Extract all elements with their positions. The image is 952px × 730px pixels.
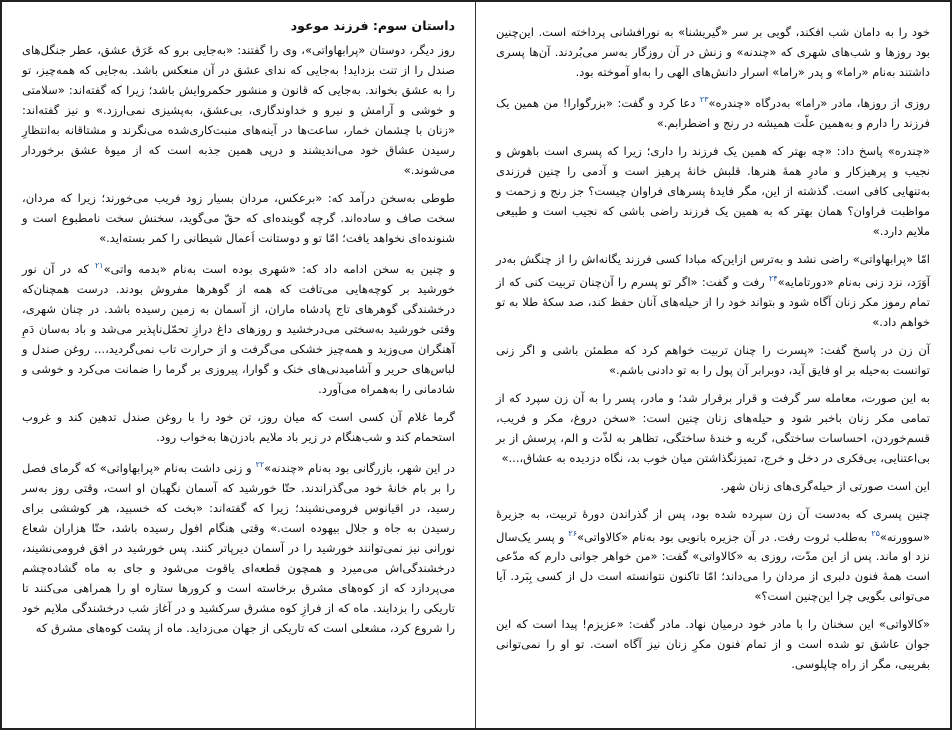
footnote-ref[interactable]: ۲۳ [699,95,709,104]
footnote-ref[interactable]: ۲۲ [255,459,265,469]
paragraph: طوطی به‌سخن درآمد که: «برعکس، مردان بسیار زود فریب می‌خورند؛ زیرا که مردان، سخت صاف و ساده‌اند. گرچه گوینده‌ای که حقّ می‌گوید، سخنش سخت نامطبوع است و شنونده‌ای نخواهد یافت؛ امّا تو و دوستانت اَعمال شیطانی را کمر بسته‌اید.» [22,191,455,245]
paragraph-text: رفت و گفت: «اگر تو پسرم را آن‌چنان تربیت کنی که از تمام رموز مکر زنان آگاه شود و بتواند خود را از حیله‌های آنان حفظ کند، صد سکهٔ طلا به تو خواهم داد.» [496,274,930,329]
left-page [2,2,476,728]
paragraph [496,504,930,607]
footnote-ref[interactable]: ۲۴ [768,273,778,283]
paragraph: خود را به دامان شب افکند، گویی بر سر «گیریشنا» به نورافشانی پرداخته است. این‌چنین بود روزها و شب‌های شهری که «چندنه» و زنش در آن روزگار به‌سر می‌بُردند. آن‌ها پسری داشتند به‌نام «راما» و پدر «راما» اسرار دانش‌های الهی را به‌او آموخته بود. [496,25,930,79]
paragraph-text: روزی از روزها، مادر «راما» به‌درگاه «چندره» [708,95,930,110]
paragraph: روز دیگر، دوستان «پرابهاواتی»، وی را گفتند: «به‌جایی برو که عَرَق عشق، عطر جنگل‌های صندل را از تنت بزداید! به‌جایی که ندای عشق در آن منعکس باشد. به‌جایی که همه‌چیز، تو را به عشق بخواند. به‌جایی که قانون و منشور حکمروایش باشد؛ زیرا که گفته‌اند: «سلامتی و خوشی و آرامش و نیرو و خداوندگاری، بی‌عشق، به‌پشیزی نمی‌ارزد.» و نیز گفته‌اند: «زنان با چشمان خمار، ساعت‌ها در آینه‌های منبت‌کاری‌شده می‌نگرند و مشتاقانه به‌انتظارِ رسیدن عشاق خود می‌اندیشند و درپی همین جذبه است که از میوهٔ عشق برخوردار می‌شوند.» [22,43,455,177]
paragraph [496,90,930,133]
paragraph: آن زن در پاسخ گفت: «پسرت را چنان تربیت خواهم کرد که مطمئن باشی و اگر زنی توانست به‌حیله بر او فایق آید، دوبرابر آن پول را به تو دادنی باشم.» [496,342,930,377]
paragraph-text: چنین پسری که به‌دست آن زن سپرده شده بود، پس از گذراندن دورهٔ تربیت، به جزیرهٔ «سوورنه» [496,506,930,544]
paragraph: «کالاواتی» این سخنان را با مادر خود درمیان نهاد. مادر گفت: «عزیزم! پیدا است که این جوان عاشق تو شده است و از تمام فنون مکرِ زنان نیز آگاه است. تو او را نمی‌توانی بفریبی، مگر از راه چاپلوسی. [496,617,930,672]
footnote-ref[interactable]: ۲۶ [568,528,577,538]
paragraph-text: و پسر یک‌سال نزد او ماند. پس از این مدّت، روزی به «کالاواتی» گفت: «من خواهر جوانی دارم که مدّعی است همهٔ فنون دلبری از مردان را می‌داند؛ امّا تاکنون نتوانسته است دل از کسی بِبَرد. آیا می‌توانی بگویی چرا این‌چنین است؟» [496,529,930,604]
paragraph [22,455,455,638]
paragraph: این است صورتی از حیله‌گری‌های زنان شهر. [720,478,930,493]
right-page [476,2,950,728]
paragraph-text: و زنی داشت به‌نام «پرابهاواتی» که گرمای فصل را بر بام خانهٔ خود می‌گذراندند. حتّا خورشید که آسمان نگهبان او است، وقتی روز به‌سر رسید، در اقیانوس فرومی‌نشیند؛ زیرا که گفته‌اند: «بخت که خسبید، هر کوششی برای رسیدن به جاه و جلال بیهوده است.» وقتی هنگام افول رسیده باشد، حتّا هزاران شعاع نورانی نیز نمی‌توانند خورشید را در آسمان دیرپاتر کنند. پس خورشید در افق فرومی‌نشیند، درخشندگی‌اش می‌میرد و همچون قطعه‌ای یاقوت می‌شود و جای به ماه گشاده‌چشم می‌پردازد که از کوه‌های مشرق برخاسته است و کرورها ستاره او را همراهی می‌کنند تا تاریکی را بزدایند. ماه که از فرازِ کوه مشرق سرکشید و در آغاز شب درخشندگی ملایم خود را شروع کرد، مشعلی است که تاریکی از جهان می‌زداید. ماه از پشت کوه‌های مشرق که [22,460,455,635]
paragraph: «چندره» پاسخ داد: «چه بهتر که همین یک فرزند را داری؛ زیرا که پسری است باهوش و نجیب و پرهیزکار و مادرِ همهٔ هنرها. قلبش خانهٔ پرهیز است و آدمی را چنین فرزندی به‌تنهایی کافی است. گذشته از این، مگر فایدهٔ پسرهای فراوان چیست؟ جز رنج و زحمت و مواظبت فراوان؟ همان بهتر که به همین یک فرزند راضی باشی که نجیب است و طبیعی ملایم دارد.» [496,143,930,238]
paragraph-text: که در آن نور خورشید بر کوچه‌هایی می‌تافت که همه از گوهرها مفروش بودند. درست همچنان‌که درخشندگی گوهرهای تاج پادشاه ماران، از آسمان به زمین رسیده باشد. در چنان شهری، وقتی خورشید به‌سختی می‌درخشید و روزهای داغ درازِ تحمّل‌ناپذیر می‌شد و باد به‌سان دَمِ آهنگران می‌وزید و همه‌چیز خشکی می‌گرفت و از حرارت تاب نمی‌گردید،... روغن صندل و لباس‌های حریر و آشامیدنی‌های خنک و گوارا، پیروزی بر گرما را ضمانت می‌کرد و خوشی و شادمانی را به‌همراه می‌آورد. [22,261,455,396]
paragraph: گرما غلام آن کسی است که میان روز، تن خود را با روغن صندل تدهین کند و غروب استحمام کند و شب‌هنگام در زیر باد ملایم بادزن‌ها به‌خواب رود. [22,409,455,444]
paragraph-text: به‌طلب ثروت رفت. در آن جزیره بانویی بود به‌نام «کالاواتی» [577,529,872,544]
paragraph [22,256,455,399]
footnote-ref[interactable]: ۲۵ [871,528,880,538]
paragraph [496,249,930,332]
footnote-ref[interactable]: ۲۱ [94,261,104,270]
chapter-title: داستان سوم: فرزند موعود [290,18,455,33]
paragraph-text: دعا کرد و گفت: «بزرگوارا! من همین یک فرزند را دارم و به‌همین علّت همیشه در رنج و اضطرابم.» [496,95,930,130]
paragraph-text: در این شهر، بازرگانی بود به‌نام «چندنه» [264,460,455,475]
paragraph-text: امّا «پرابهاواتی» راضی نشد و به‌ترس ازاین‌که مبادا کسی فرزند یگانه‌اش را از چنگش به‌در آوَرَد، نزد زنی به‌نام «دورتامایه» [496,251,930,289]
paragraph-text: و چنین به سخن ادامه داد که: «شهری بوده است به‌نام «بدمه واتی» [103,261,455,276]
paragraph: به این صورت، معامله سر گرفت و قرار برقرار شد؛ و مادر، پسر را به آن زن سپرد که از تمامی مکر زنان باخبر شود و حیله‌های زنان چنین است: «سخن دروغ، مکر و فریب، قسم‌خوردن، احساسات ساختگی، گریه و خندهٔ ساختگی، تظاهر به لذّت و الم، پرسش از بر بی‌اعتنایی، بی‌فکری در دخل و خرج، تمیزنگذاشتن میان خوب بد، نگاه دزدیده به عشاق،...» [496,390,930,465]
